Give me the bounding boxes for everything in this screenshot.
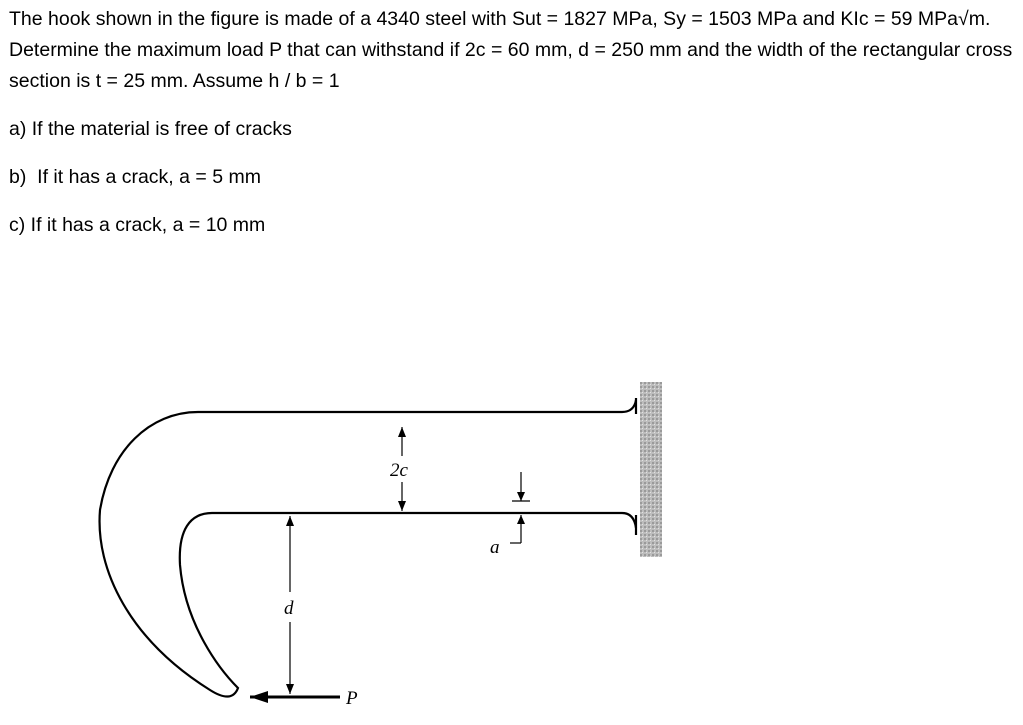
question-parts [9,114,292,258]
hook-figure [0,370,700,720]
dim-a-arrow-top [517,492,525,501]
problem-text: The hook shown in the figure is made of a 4340 steel with Sut = 1827 MPa, Sy = 1503 MPa and KIc = 59 MPa√m. Determine the maximum load P that can withstand if 2c = 60 mm, d = 250 mm and the width of the rectangular cross section is t = 25 mm. Assume h / b = 1 [9,8,1013,92]
dim-a-arrow-bottom [517,515,525,524]
dim-2c-arrow-bottom [398,501,406,511]
hook-outline [100,400,636,697]
label-d: d [284,598,294,619]
problem-statement [9,4,1014,97]
hook-diagram [0,370,700,720]
load-arrow-head [250,691,268,703]
part-b: b) If it has a crack, a = 5 mm [9,166,261,188]
fixed-wall [640,382,662,557]
label-a: a [490,537,500,558]
part-a: a) If the material is free of cracks [9,118,292,140]
dim-d-arrow-top [286,516,294,526]
dim-2c-arrow-top [398,427,406,437]
label-2c: 2c [390,460,408,481]
label-p: P [346,688,358,709]
dim-d-arrow-bottom [286,684,294,694]
part-c: c) If it has a crack, a = 10 mm [9,214,266,236]
